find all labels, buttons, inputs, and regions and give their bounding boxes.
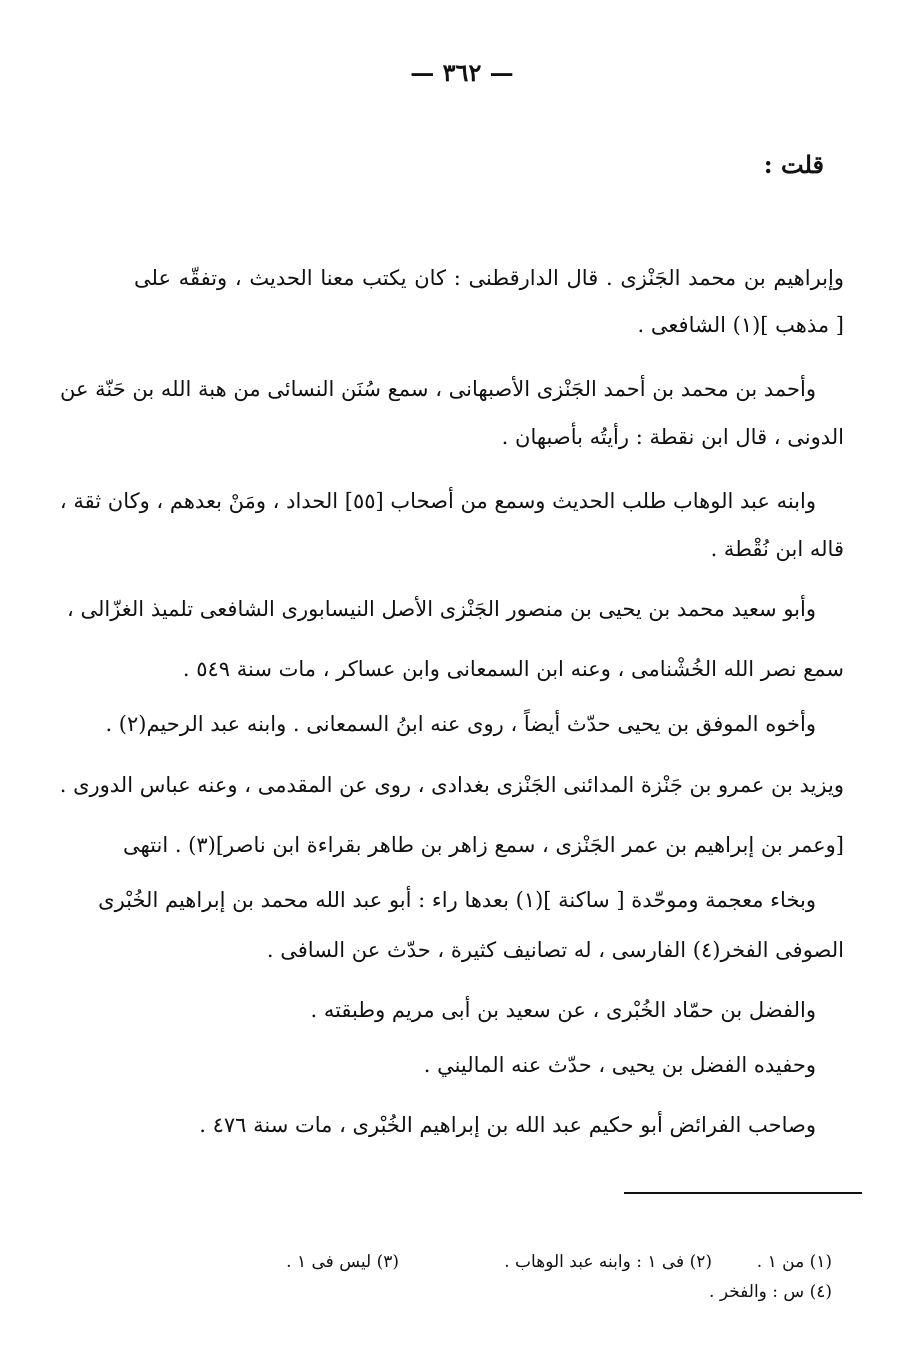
text-line: وأبو سعيد محمد بن يحيى بن منصور الجَنْزى الأصل النيسابورى الشافعى تلميذ الغزّالى ، (67, 597, 816, 621)
text-line: قاله ابن نُقْطة . (710, 537, 844, 561)
text-line: وأحمد بن محمد بن أحمد الجَنْزى الأصبهانى ، سمع سُنَن النسائى من هبة الله بن حَنّة عن (59, 377, 816, 401)
text-line: ويزيد بن عمرو بن جَنْزة المدائنى الجَنْزى بغدادى ، روى عن المقدمى ، وعنه عباس الدورى . (59, 773, 844, 797)
footnote-4: (٤) س : والفخر . (709, 1282, 832, 1302)
page-number: — ٣٦٢ — (410, 58, 514, 87)
text-line: الصوفى الفخر(٤) الفارسى ، له تصانيف كثيرة ، حدّث عن السافى . (266, 938, 844, 962)
text-line: [ مذهب ](١) الشافعى . (637, 313, 844, 337)
text-line: وصاحب الفرائض أبو حكيم عبد الله بن إبراهيم الخُبْرى ، مات سنة ٤٧٦ . (199, 1113, 816, 1137)
text-line: وبخاء معجمة وموحّدة [ ساكنة ](١) بعدها راء : أبو عبد الله محمد بن إبراهيم الخُبْرى (98, 888, 816, 912)
footnote-1: (١) من ١ . (756, 1252, 832, 1272)
text-line: وابنه عبد الوهاب طلب الحديث وسمع من أصحاب [٥٥] الحداد ، ومَنْ بعدهم ، وكان ثقة ، (59, 489, 816, 513)
text-line: الدونى ، قال ابن نقطة : رأيتُه بأصبهان . (501, 425, 844, 449)
text-line: سمع نصر الله الخُشْنامى ، وعنه ابن السمعانى وابن عساكر ، مات سنة ٥٤٩ . (182, 657, 844, 681)
text-line: وإبراهيم بن محمد الجَنْزى . قال الدارقطنى : كان يكتب معنا الحديث ، وتفقّه على (134, 266, 844, 290)
footnote-2: (٢) فى ١ : وابنه عبد الوهاب . (504, 1252, 712, 1272)
text-line: وأخوه الموفق بن يحيى حدّث أيضاً ، روى عنه ابنُ السمعانى . وابنه عبد الرحيم(٢) . (105, 712, 816, 736)
text-line: والفضل بن حمّاد الخُبْرى ، عن سعيد بن أبى مريم وطبقته . (310, 998, 816, 1022)
footnote-3: (٣) ليس فى ١ . (286, 1252, 399, 1272)
footnote-separator (624, 1192, 862, 1194)
section-heading: قلت : (763, 150, 824, 179)
text-line: وحفيده الفضل بن يحيى ، حدّث عنه الماليني . (423, 1053, 816, 1077)
text-line: [وعمر بن إبراهيم بن عمر الجَنْزى ، سمع زاهر بن طاهر بقراءة ابن ناصر](٣) . انتهى (122, 833, 844, 857)
